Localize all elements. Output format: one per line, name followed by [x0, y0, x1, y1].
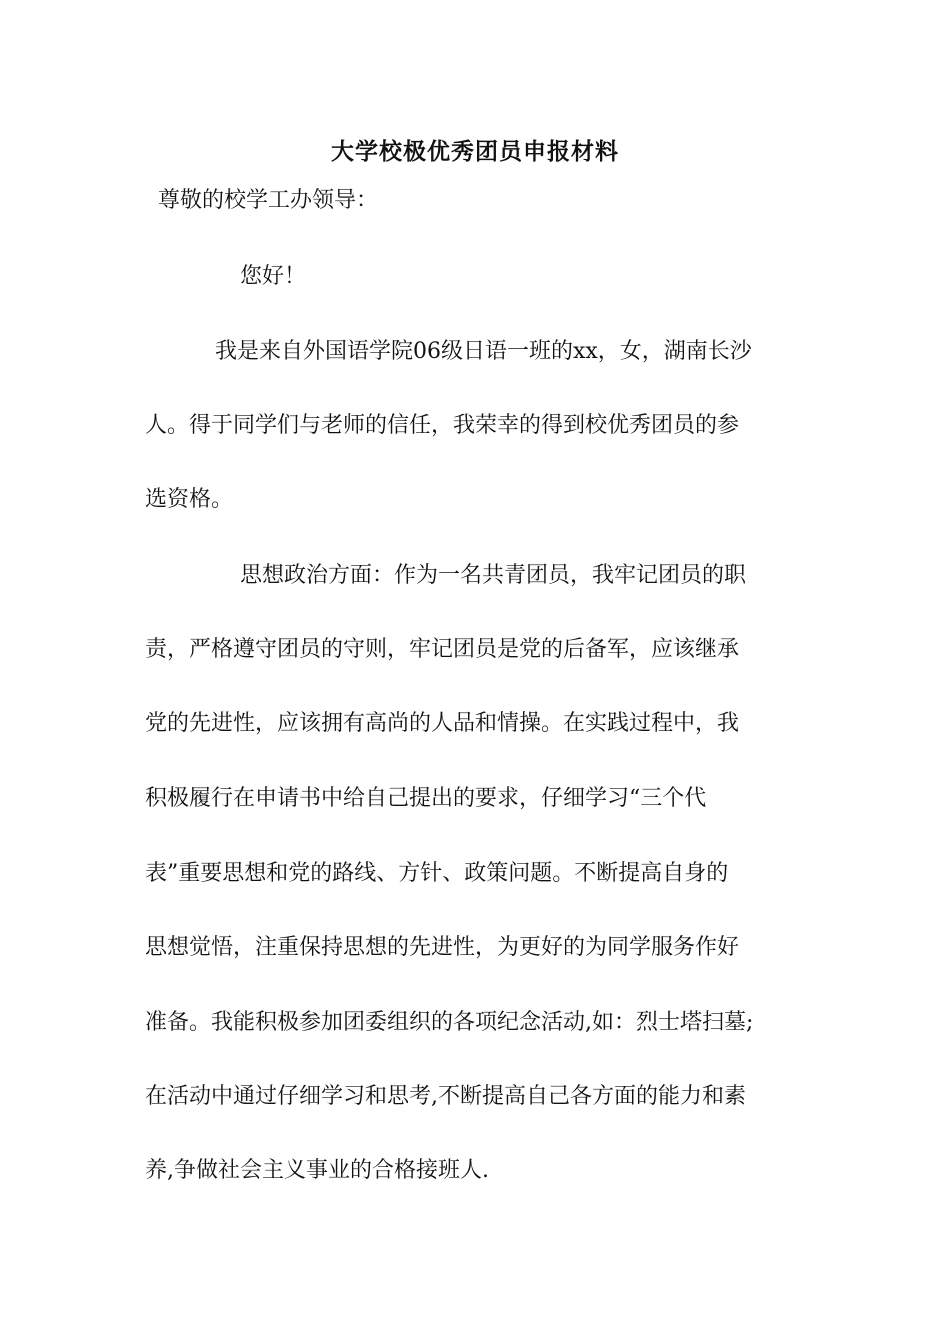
paragraph-2-line-1: 思想政治方面：作为一名共青团员，我牢记团员的职 [240, 563, 747, 588]
paragraph-2-line-2: 责，严格遵守团员的守则，牢记团员是党的后备军，应该继承 [145, 637, 740, 662]
paragraph-2-line-8: 在活动中通过仔细学习和思考,不断提高自己各方面的能力和素 [145, 1084, 746, 1109]
paragraph-2-line-3: 党的先进性，应该拥有高尚的人品和情操。在实践过程中，我 [145, 711, 740, 736]
paragraph-1-line-2: 人。得于同学们与老师的信任，我荣幸的得到校优秀团员的参 [145, 413, 740, 438]
paragraph-2-line-7: 准备。我能积极参加团委组织的各项纪念活动,如：烈士塔扫墓; [145, 1010, 754, 1035]
document-title: 大学校极优秀团员申报材料 [331, 138, 619, 165]
paragraph-2-line-5: 表”重要思想和党的路线、方针、政策问题。不断提高自身的 [145, 861, 729, 886]
paragraph-2-line-6: 思想觉悟，注重保持思想的先进性，为更好的为同学服务作好 [145, 935, 740, 960]
greeting: 您好！ [240, 264, 307, 289]
salutation: 尊敬的校学工办领导： [158, 188, 379, 213]
paragraph-1-line-1: 我是来自外国语学院06级日语一班的xx，女，湖南长沙 [215, 339, 752, 364]
paragraph-2-line-4: 积极履行在申请书中给自己提出的要求，仔细学习“三个代 [145, 786, 707, 811]
paragraph-2-line-9: 养,争做社会主义事业的合格接班人. [145, 1158, 489, 1183]
paragraph-1-line-3: 选资格。 [145, 487, 234, 512]
